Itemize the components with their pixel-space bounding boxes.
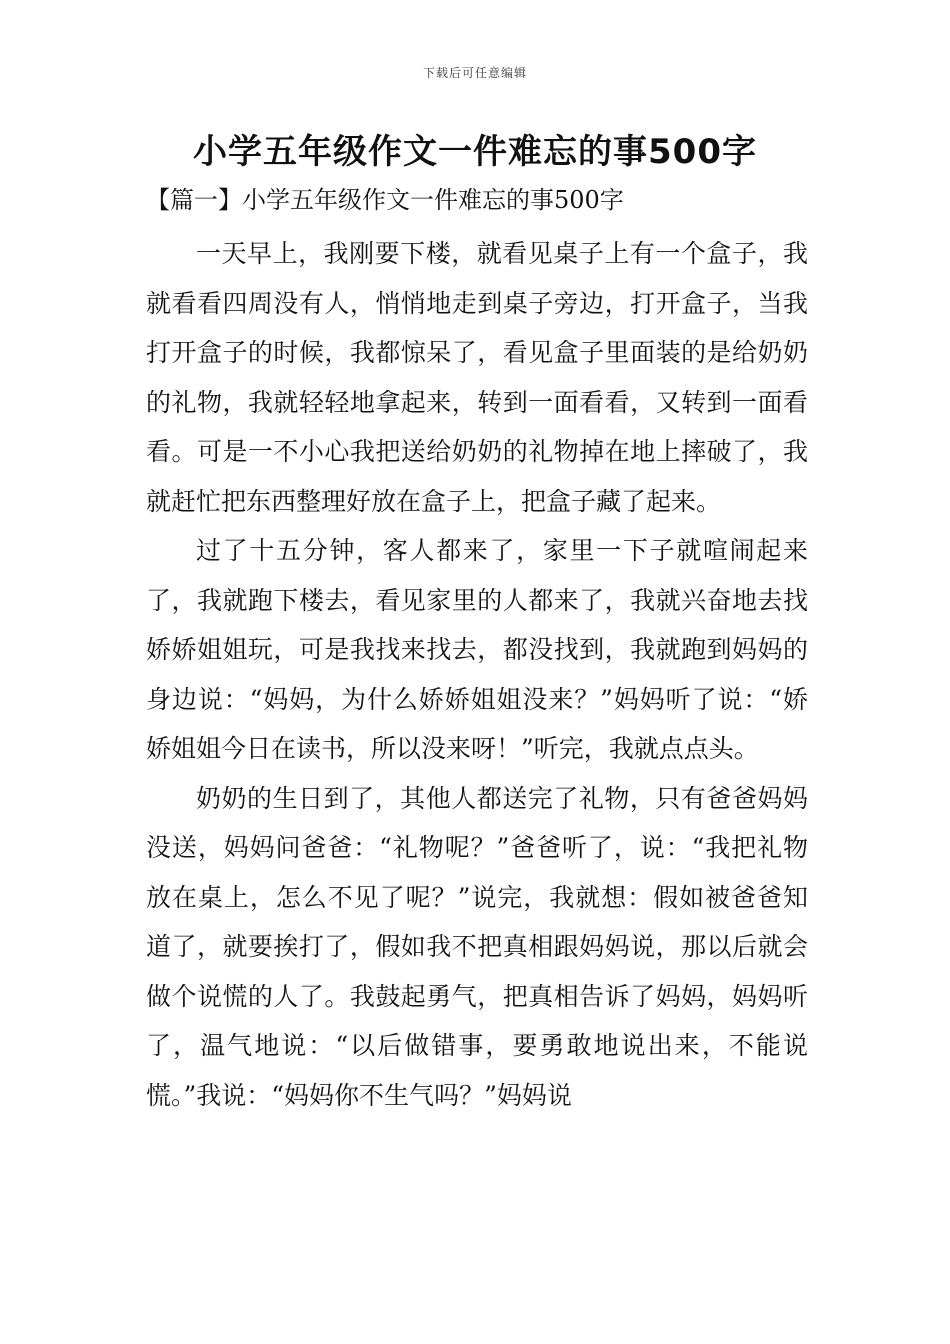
essay-body (146, 229, 808, 1120)
paragraph-2: 过了十五分钟，客人都来了，家里一下子就喧闹起来了，我就跑下楼去，看见家里的人都来了，我就兴奋地去找娇娇姐姐玩，可是我找来找去，都没找到，我就跑到妈妈的身边说：“妈妈，为什么娇娇姐姐没来？”妈妈听了说：“娇娇姐姐今日在读书，所以没来呀！”听完，我就点点头。 (146, 536, 808, 763)
paragraph-3: 奶奶的生日到了，其他人都送完了礼物，只有爸爸妈妈没送，妈妈问爸爸：“礼物呢？”爸爸听了，说：“我把礼物放在桌上，怎么不见了呢？”说完，我就想：假如被爸爸知道了，就要挨打了，假如我不把真相跟妈妈说，那以后就会做个说慌的人了。我鼓起勇气，把真相告诉了妈妈，妈妈听了，温气地说：“以后做错事，要勇敢地说出来，不能说慌。”我说：“妈妈你不生气吗？”妈妈说 (146, 783, 808, 1110)
document-title: 小学五年级作文一件难忘的事500字 (193, 132, 757, 172)
header-note: 下载后可任意编辑 (422, 66, 527, 80)
paragraph-1: 一天早上，我刚要下楼，就看见桌子上有一个盒子，我就看看四周没有人，悄悄地走到桌子旁边，打开盒子，当我打开盒子的时候，我都惊呆了，看见盒子里面装的是给奶奶的礼物，我就轻轻地拿起来，转到一面看看，又转到一面看看。可是一不小心我把送给奶奶的礼物掉在地上摔破了，我就赶忙把东西整理好放在盒子上，把盒子藏了起来。 (146, 239, 808, 516)
section-heading: 【篇一】小学五年级作文一件难忘的事500字 (146, 186, 624, 214)
